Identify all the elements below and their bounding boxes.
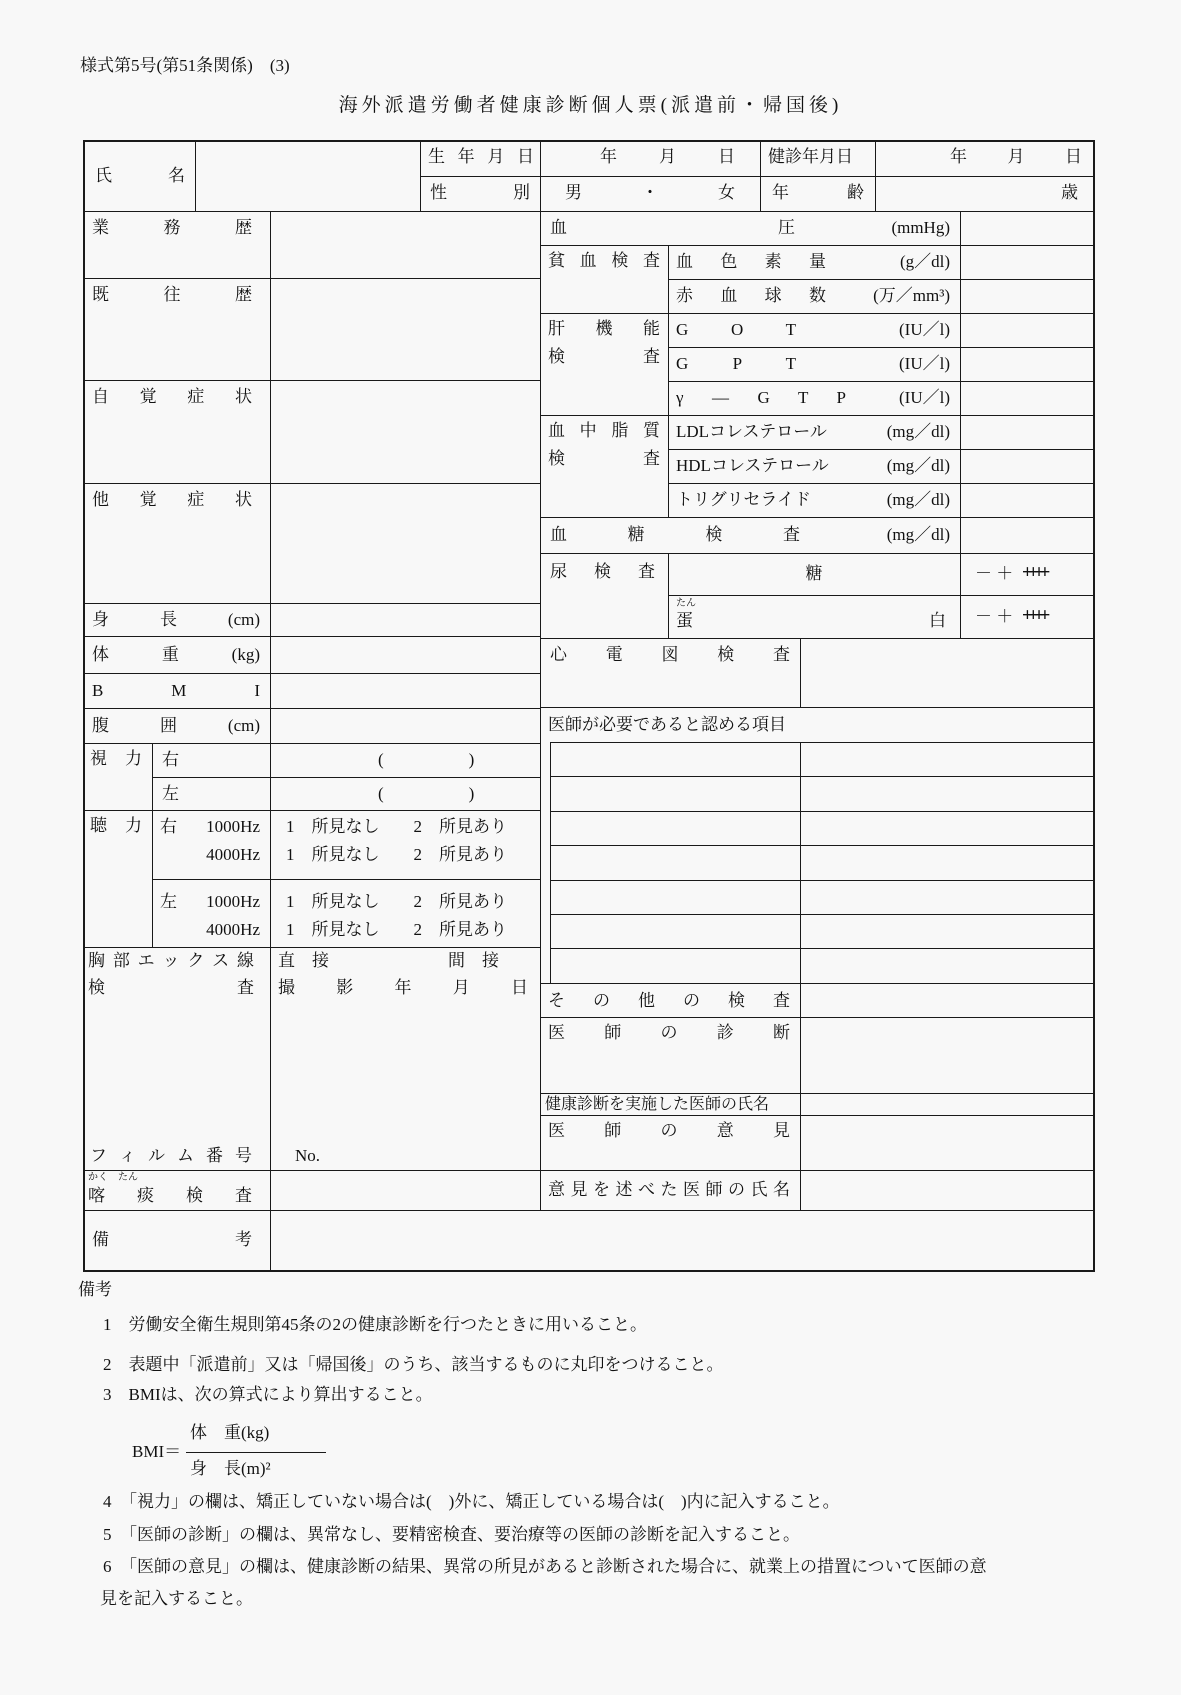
vision-right-paren: ( ) (378, 750, 475, 769)
grid-line (540, 313, 1095, 314)
work-history-label: 業 務 歴 (92, 218, 252, 237)
grid-line (83, 673, 540, 674)
doctor-opinion-label: 医 師 の 意 見 (548, 1121, 790, 1140)
note-2: 2 表題中「派遣前」又は「帰国後」のうち、該当するものに丸印をつけること。 (103, 1355, 724, 1374)
rbc-unit: (万／mm³) (873, 286, 950, 305)
grid-line (668, 279, 1095, 280)
grid-line (83, 278, 540, 279)
grid-line (83, 1170, 1095, 1171)
grid-line (83, 1210, 1095, 1211)
grid-line (540, 1093, 1095, 1094)
exam-date-value: 年 月 日 (950, 147, 1082, 166)
sex-value: 男 ・ 女 (565, 183, 735, 202)
grid-line (83, 947, 540, 948)
grid-line (540, 707, 1095, 708)
grid-line (83, 810, 540, 811)
grid-line (540, 983, 1095, 984)
subjective-symptoms-label: 自 覚 症 状 (92, 387, 252, 406)
urine-sugar-label: 糖 (805, 564, 823, 583)
grid-line (83, 636, 540, 637)
opinion-doctor-label: 意 見 を 述 べ た 医 師 の 氏 名 (548, 1180, 790, 1199)
grid-line (152, 879, 540, 880)
age-label: 年 齢 (772, 183, 864, 202)
doctor-diagnosis-label: 医 師 の 診 断 (548, 1023, 790, 1042)
remarks-table-label: 備 考 (92, 1230, 252, 1249)
ecg-label: 心 電 図 検 査 (550, 645, 790, 664)
blood-pressure-label: 血 圧 (550, 218, 795, 237)
lipid-group-line2: 検 査 (548, 449, 660, 468)
medical-history-label: 既 往 歴 (92, 285, 252, 304)
vision-left-paren: ( ) (378, 784, 475, 803)
grid-line (152, 777, 540, 778)
blood-sugar-unit: (mg／dl) (886, 525, 950, 544)
hearing-right-1000: 右 1000Hz (160, 817, 260, 836)
rbc-label: 赤 血 球 数 (676, 286, 826, 305)
xray-indirect-label: 間 接 (448, 951, 499, 970)
grid-line (83, 380, 540, 381)
urine-protein-scale: － ＋ (975, 607, 1014, 626)
grid-line (550, 880, 1095, 881)
hemoglobin-label: 血 色 素 量 (676, 252, 826, 271)
examining-doctor-label: 健康診断を実施した医師の氏名 (545, 1096, 770, 1113)
triglyceride-label: トリグリセライド (676, 490, 811, 509)
grid-line (540, 638, 1095, 639)
xray-shooting-date: 撮 影 年 月 日 (278, 978, 528, 997)
film-number-no: No. (295, 1146, 321, 1165)
gamma-gtp-label: γ ― G T P (676, 388, 846, 407)
gamma-gtp-unit: (IU／l) (899, 388, 950, 407)
grid-line (270, 211, 271, 1272)
grid-line (540, 245, 1095, 246)
grid-line (668, 483, 1095, 484)
hearing-right-4000: 4000Hz (206, 845, 260, 864)
lipid-group-line1: 血 中 脂 質 (548, 421, 660, 440)
hdl-label: HDLコレステロール (676, 456, 829, 475)
birth-date-value: 年 月 日 (600, 147, 735, 166)
grid-line (83, 211, 1095, 212)
gpt-unit: (IU／l) (899, 354, 950, 373)
grid-line (83, 743, 540, 744)
liver-group-line1: 肝 機 能 (548, 319, 660, 338)
urine-protein-label: 蛋 白 (676, 611, 946, 630)
note-1: 1 労働安全衛生規則第45条の2の健康診断を行つたときに用いること。 (103, 1315, 647, 1334)
vision-label: 視 力 (90, 749, 142, 768)
grid-line (550, 742, 1095, 743)
note-3: 3 BMIは、次の算式により算出すること。 (103, 1385, 433, 1404)
urine-sugar-scale-plusses: ++++ (1022, 562, 1046, 583)
xray-label-line1: 胸 部 エ ッ ク ス 線 (88, 951, 254, 970)
anemia-group-label: 貧 血 検 査 (548, 251, 660, 270)
hearing-left-1000: 左 1000Hz (160, 892, 260, 911)
grid-line (550, 742, 551, 983)
bmi-formula-lhs: BMI＝ (132, 1442, 182, 1461)
grid-line (195, 140, 196, 211)
doctor-items-label: 医師が必要であると認める項目 (548, 715, 786, 734)
note-5: 5 「医師の診断」の欄は、異常なし、要精密検査、要治療等の医師の診断を記入すること。 (103, 1525, 800, 1544)
grid-line (668, 381, 1095, 382)
gpt-label: G P T (676, 354, 796, 373)
bmi-formula-denominator: 身 長(m)² (190, 1459, 271, 1478)
grid-line (540, 140, 541, 1210)
sex-label: 性 別 (430, 183, 530, 202)
grid-line (668, 449, 1095, 450)
blood-pressure-unit: (mmHg) (891, 218, 950, 237)
waist-label: 腹 囲 (cm) (92, 716, 260, 735)
grid-line (540, 1017, 1095, 1018)
ldl-unit: (mg／dl) (886, 422, 950, 441)
got-unit: (IU／l) (899, 320, 950, 339)
hearing-options: 1 所見なし 2 所見あり (286, 845, 507, 864)
grid-line (668, 595, 1095, 596)
sputum-label: 喀 痰 検 査 (88, 1186, 252, 1205)
name-label: 氏 名 (95, 166, 185, 185)
grid-line (420, 176, 1095, 177)
grid-line (550, 948, 1095, 949)
grid-line (960, 211, 961, 638)
hearing-options: 1 所見なし 2 所見あり (286, 892, 507, 911)
hearing-left-4000: 4000Hz (206, 920, 260, 939)
vision-right-label: 右 (162, 750, 179, 769)
grid-line (800, 742, 801, 1210)
grid-line (540, 415, 1095, 416)
film-number-label: フ ィ ル ム 番 号 (90, 1146, 252, 1165)
hdl-unit: (mg／dl) (886, 456, 950, 475)
height-label: 身 長 (cm) (92, 610, 260, 629)
liver-group-line2: 検 査 (548, 347, 660, 366)
grid-line (550, 845, 1095, 846)
other-tests-label: そ の 他 の 検 査 (548, 991, 790, 1010)
grid-line (800, 638, 801, 707)
xray-label-line2: 検 査 (88, 978, 254, 997)
urine-sugar-scale: － ＋ (975, 564, 1014, 583)
page-title: 海外派遣労働者健康診断個人票(派遣前・帰国後) (338, 95, 843, 116)
grid-line (540, 1115, 1095, 1116)
urine-protein-furigana: たん (676, 598, 696, 609)
vision-left-label: 左 (162, 784, 179, 803)
notes-header: 備考 (78, 1280, 112, 1299)
triglyceride-unit: (mg／dl) (886, 490, 950, 509)
hearing-options: 1 所見なし 2 所見あり (286, 920, 507, 939)
hearing-options: 1 所見なし 2 所見あり (286, 817, 507, 836)
grid-line (540, 517, 1095, 518)
bmi-label: B M I (92, 681, 260, 700)
xray-direct-label: 直 接 (278, 951, 329, 970)
grid-line (83, 708, 540, 709)
age-unit: 歳 (1061, 183, 1078, 202)
grid-line (540, 553, 1095, 554)
grid-line (83, 603, 540, 604)
hearing-label: 聴 力 (90, 816, 142, 835)
bmi-fraction-bar (186, 1452, 326, 1453)
exam-date-label: 健診年月日 (768, 147, 853, 166)
hemoglobin-unit: (g／dl) (899, 252, 950, 271)
weight-label: 体 重 (kg) (92, 645, 260, 664)
urine-group-label: 尿 検 査 (550, 562, 655, 581)
got-label: G O T (676, 320, 796, 339)
grid-line (83, 483, 540, 484)
note-4: 4 「視力」の欄は、矯正していない場合は( )外に、矯正している場合は( )内に記入すること。 (103, 1492, 840, 1511)
birth-date-label: 生年月日 (428, 147, 534, 166)
bmi-formula-numerator: 体 重(kg) (190, 1423, 270, 1442)
ldl-label: LDLコレステロール (676, 422, 827, 441)
grid-line (668, 347, 1095, 348)
form-number: 様式第5号(第51条関係) (3) (80, 56, 290, 75)
grid-line (152, 743, 153, 947)
objective-symptoms-label: 他 覚 症 状 (92, 490, 252, 509)
grid-line (550, 811, 1095, 812)
sputum-furigana: かく たん (88, 1172, 138, 1183)
urine-protein-scale-plusses: ++++ (1022, 605, 1046, 626)
blood-sugar-label: 血 糖 検 査 (550, 525, 800, 544)
grid-line (550, 776, 1095, 777)
grid-line (550, 914, 1095, 915)
note-6: 6 「医師の意見」の欄は、健康診断の結果、異常の所見があると診断された場合に、就業上の措置について医師の意 (103, 1557, 987, 1576)
note-6-continued: 見を記入すること。 (100, 1589, 253, 1608)
